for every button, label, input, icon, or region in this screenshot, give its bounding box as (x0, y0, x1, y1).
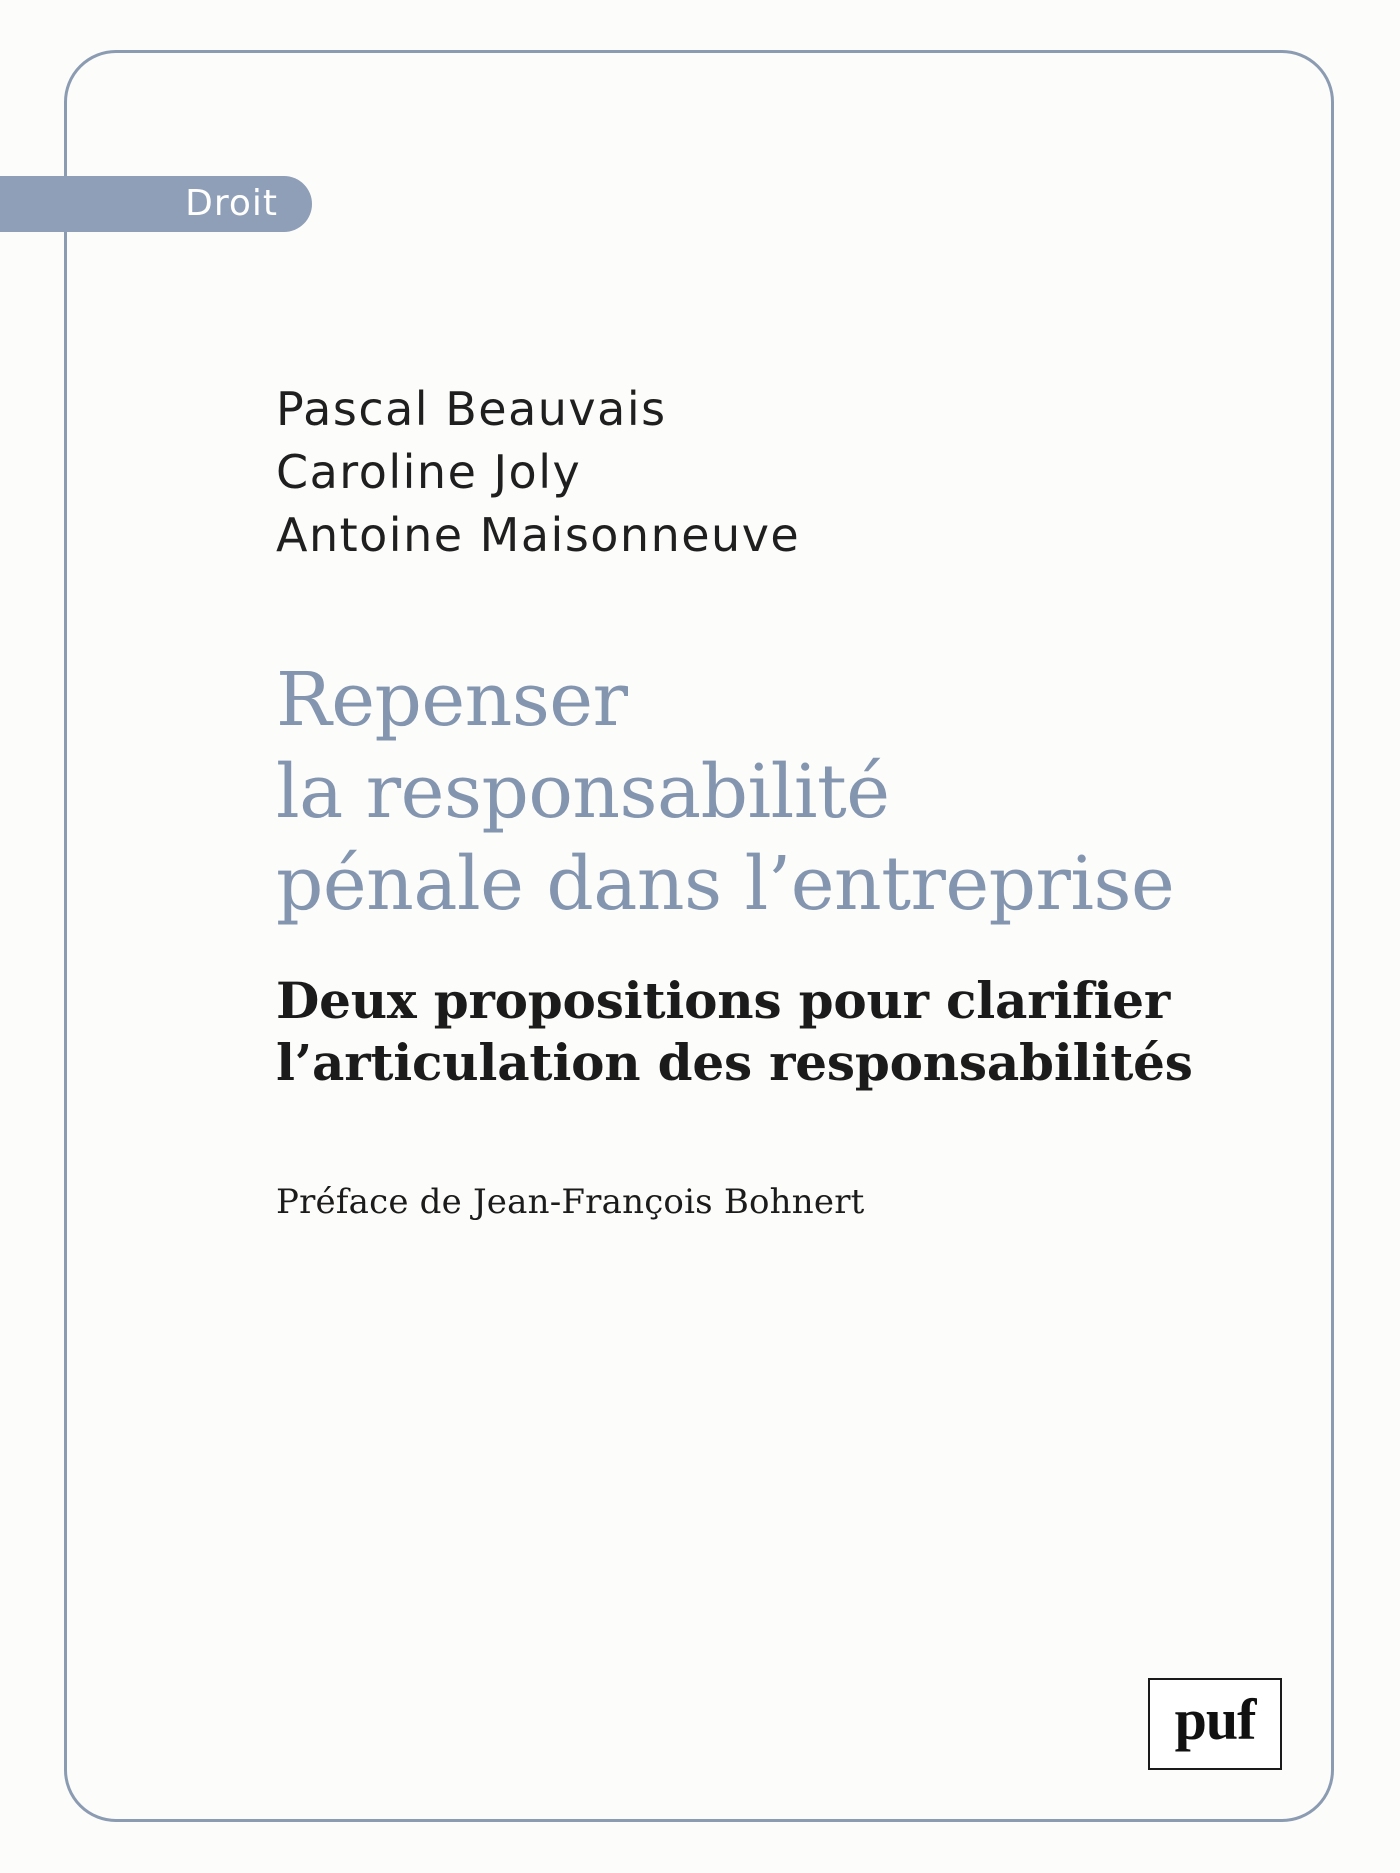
book-title-line: la responsabilité (276, 749, 890, 835)
book-title-line: pénale dans l’entreprise (276, 841, 1175, 927)
author-name: Pascal Beauvais (276, 382, 667, 436)
book-subtitle-line: l’articulation des responsabilités (276, 1033, 1193, 1092)
author-list (276, 378, 800, 567)
collection-label: Droit (185, 183, 278, 224)
publisher-logo-text: puf (1174, 1687, 1256, 1752)
collection-tab (0, 176, 312, 232)
publisher-logo (1148, 1678, 1282, 1770)
book-subtitle-line: Deux propositions pour clarifier (276, 971, 1171, 1030)
book-title-line: Repenser (276, 657, 628, 743)
cover-frame (64, 50, 1334, 1822)
book-title (276, 654, 1174, 930)
preface-credit: Préface de Jean-François Bohnert (276, 1182, 865, 1222)
book-subtitle (276, 970, 1193, 1094)
author-name: Caroline Joly (276, 445, 582, 499)
author-name: Antoine Maisonneuve (276, 508, 801, 562)
